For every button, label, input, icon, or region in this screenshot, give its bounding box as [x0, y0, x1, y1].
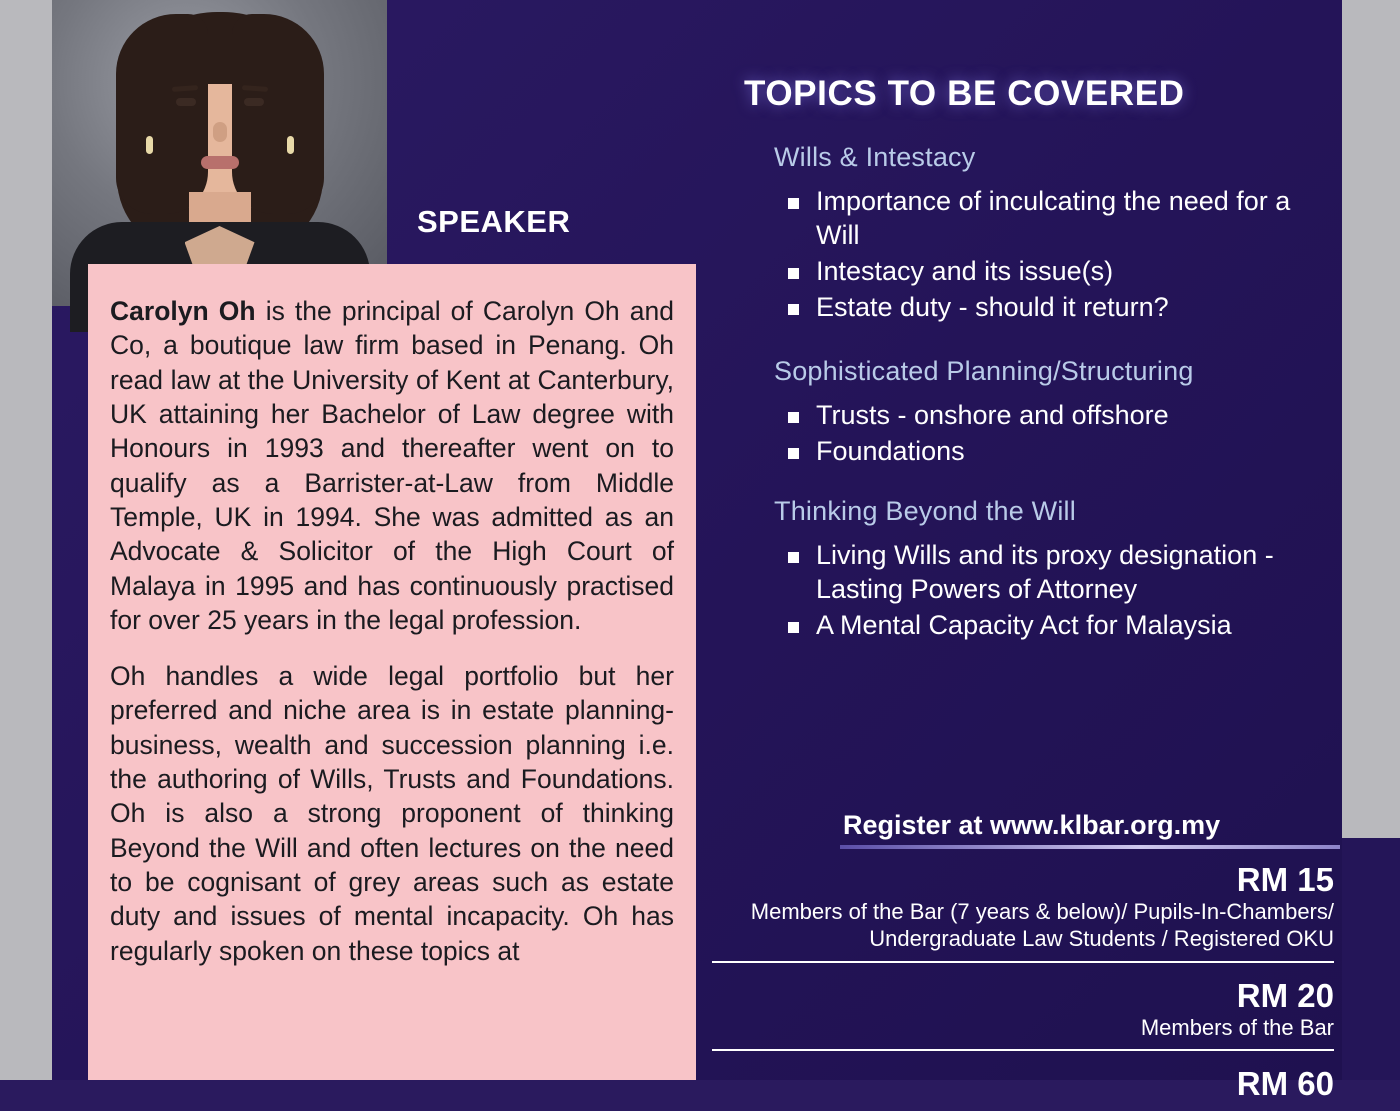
list-item-label: Trusts - onshore and offshore	[816, 400, 1169, 430]
list-item-label: Importance of inculcating the need for a Will	[816, 186, 1291, 250]
fee-row	[712, 971, 1334, 1060]
portrait-mouth	[201, 156, 239, 169]
bullet-square-icon	[788, 198, 799, 209]
list-item	[774, 255, 1334, 289]
topic-bullet-list	[774, 399, 1334, 469]
list-item	[774, 185, 1334, 253]
portrait-eye-left	[176, 98, 196, 106]
bullet-square-icon	[788, 412, 799, 423]
fee-amount: RM 15	[1236, 861, 1334, 898]
list-item-label: A Mental Capacity Act for Malaysia	[816, 609, 1232, 640]
portrait-hair-left	[116, 14, 208, 214]
list-item-label: Living Wills and its proxy designation - Lasting Powers of Attorney	[816, 540, 1274, 604]
list-item	[774, 539, 1334, 607]
portrait-hair-right	[232, 14, 324, 214]
bio-paragraph-1: Carolyn Oh is the principal of Carolyn Oh and Co, a boutique law firm based in Penang. Oh read law at the University of Kent at Canterbury, UK attaining her Bachelor of Law degree with Honours in 1993 and thereafter went on to qualify as a Barrister-at-Law from Middle Temple, UK in 1994. She was admitted as an Advocate & Solicitor of the High Court of Malaya in 1995 and has continuously practised for over 25 years in the legal profession.	[110, 296, 674, 635]
bullet-square-icon	[788, 448, 799, 459]
topic-bullet-list	[774, 185, 1334, 325]
bio-paragraph-2: Oh handles a wide legal portfolio but her preferred and niche area is in estate planning-business, wealth and succession planning i.e. the authoring of Wills, Trusts and Foundations. Oh is also a strong proponent of thinking Beyond the Will and often lectures on the need to be cognisant of grey areas such as estate duty and issues of mental incapacity. Oh has regularly spoken on these topics at	[110, 661, 674, 966]
topics-title: TOPICS TO BE COVERED	[744, 74, 1185, 113]
section-heading: Wills & Intestacy	[774, 142, 976, 172]
list-item	[774, 291, 1334, 325]
list-item-label: Intestacy and its issue(s)	[816, 255, 1114, 286]
list-item-label: Foundations	[816, 435, 965, 466]
portrait-eye-right	[244, 98, 264, 106]
right-strip-lower-navy	[1342, 838, 1400, 1080]
bullet-square-icon	[788, 622, 799, 633]
register-link[interactable]: Register at www.klbar.org.my	[843, 810, 1221, 840]
left-grey-strip	[0, 0, 52, 1080]
list-item-label: Estate duty - should it return?	[816, 291, 1169, 322]
section-heading: Sophisticated Planning/Structuring	[774, 356, 1194, 386]
bullet-square-icon	[788, 304, 799, 315]
portrait-nose	[213, 122, 227, 142]
list-item	[774, 399, 1334, 433]
speaker-photo	[52, 0, 387, 306]
topic-section-wills-intestacy	[774, 142, 1334, 327]
topic-bullet-list	[774, 539, 1334, 643]
list-item	[774, 609, 1334, 643]
fee-amount: RM 20	[1236, 976, 1334, 1014]
fee-row	[712, 855, 1334, 971]
speaker-label: SPEAKER	[417, 204, 571, 239]
bullet-square-icon	[788, 552, 799, 563]
bullet-square-icon	[788, 268, 799, 279]
list-item	[774, 435, 1334, 469]
fee-table	[712, 855, 1334, 1111]
fee-amount: RM 60	[1236, 1065, 1334, 1103]
fee-divider	[712, 961, 1334, 963]
speaker-bio-card	[88, 264, 696, 1080]
fee-description: Members of the Bar (7 years & below)/ Pupils-In-Chambers/ Undergraduate Law Students / Registered OKU	[750, 898, 1334, 951]
portrait-earring-left	[146, 136, 153, 154]
portrait-earring-right	[287, 136, 294, 154]
register-underline	[840, 845, 1340, 849]
section-heading: Thinking Beyond the Will	[774, 496, 1076, 526]
topic-section-sophisticated-planning	[774, 356, 1334, 471]
fee-divider	[712, 1049, 1334, 1051]
fee-row	[712, 1059, 1334, 1111]
topic-section-thinking-beyond-will	[774, 496, 1334, 645]
fee-description: Members of the Bar	[1140, 1014, 1334, 1040]
